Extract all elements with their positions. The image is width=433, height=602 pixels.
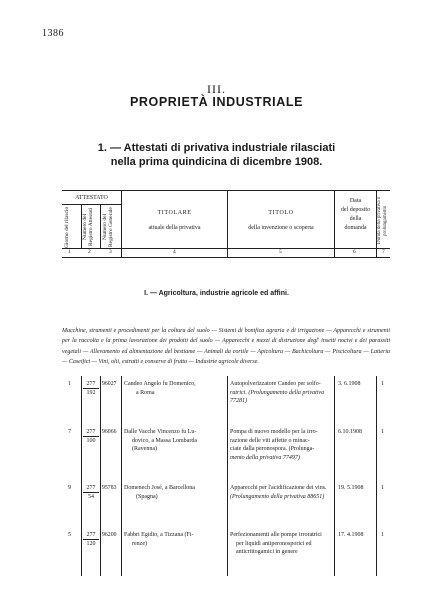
entry-titolo-line: ciate dalla peronospora. (Prolunga- (230, 446, 315, 452)
column-number: 4 (173, 249, 176, 255)
entry-titolo-line: Perfezionamenti alle pompe irroratrici (230, 532, 322, 538)
column-number: 2 (88, 249, 91, 255)
entry-titolo (230, 531, 333, 557)
data-heading-line-2: del deposito (340, 207, 371, 213)
entry-registro-top: 277 (83, 531, 99, 540)
entry-titolo-line: (Prolungamento della privativa 88651) (230, 493, 325, 500)
entry-numero-generale: 95783 (102, 485, 117, 491)
entry-registro-top: 277 (83, 484, 99, 493)
entry-registro-bottom: 120 (86, 541, 96, 547)
entry-titolare-line: renze) (132, 540, 147, 547)
subtitle (0, 141, 433, 169)
category-description: Macchine, strumenti e procedimenti per la coltura del suolo — Sistemi di bonifica agraria e di irrigazione — Apparecchi e strumenti per la raccolta e la prima lavorazione dei prodotti del suolo — Apparecchi e mezzi di distruzione degl' insetti nocivi e dei parassiti vegetali — Allevamento ed alimentazione del bestiame — Animali da cortile — Apicoltura — Bachicoltura — Piscicoltura — Latteria — Caseifici — Vini, olii, estratti e conserve di frutta — Industrie agricole diverse. (62, 328, 390, 366)
attestato-heading: ATTESTATO (75, 195, 108, 201)
numero-generale-heading: Numero del Registro Generale (102, 207, 114, 247)
section-number: III. (207, 82, 226, 96)
entry-titolare (124, 380, 226, 397)
entry-registro-top: 277 (83, 428, 99, 437)
entry-titolo (230, 380, 333, 406)
entry-durata: 1 (381, 429, 384, 435)
entry-titolo-line: 77281) (230, 398, 247, 404)
entry-registro-bottom: 192 (86, 390, 96, 396)
entry-titolo-line: anticrittogamici in genere (236, 549, 298, 555)
entry-titolo-line: Autopolverizzatore Candeo per solfo- (230, 381, 321, 387)
entry-titolare (124, 531, 226, 548)
entries-table (62, 376, 390, 576)
entry-titolo (230, 428, 333, 462)
subtitle-line-2: nella prima quindicina di dicembre 1908. (110, 156, 323, 168)
entry-numero-generale: 96066 (102, 429, 117, 435)
divider (62, 204, 121, 205)
entry-durata: 1 (381, 485, 384, 491)
divider (121, 376, 122, 576)
entry-titolare-line: (Ravenna) (132, 446, 157, 452)
entry-giorno: 5 (68, 532, 71, 538)
category-title: I. — Agricoltura, industrie agricole ed affini. (144, 290, 289, 297)
section-title: PROPRIETÀ INDUSTRIALE (129, 95, 304, 109)
entry-data: 19. 5.1908 (338, 485, 364, 491)
entry-data: 6.10.1908 (338, 429, 362, 435)
data-heading-line-1: Data (349, 198, 362, 204)
titolare-heading: TITOLARE (157, 210, 192, 216)
column-number: 1 (68, 249, 71, 255)
entry-numero-generale: 96027 (102, 381, 117, 387)
entry-titolare-line: Candeo Angelo fu Domenico, (124, 381, 196, 387)
entry-registro-bottom: 54 (88, 494, 94, 500)
column-number: 3 (109, 249, 112, 255)
entry-titolo (230, 484, 333, 501)
entry-data: 17. 4.1908 (338, 532, 364, 538)
column-number: 6 (353, 249, 356, 255)
entry-titolare-line: a Roma (136, 389, 155, 396)
entry-titolare (124, 428, 226, 454)
entry-registro-top: 277 (83, 380, 99, 389)
entry-titolare-line: Domenech José, a Barcellona (124, 485, 195, 491)
entry-data: 3. 6.1908 (338, 381, 361, 387)
column-number: 5 (279, 249, 282, 255)
entry-giorno: 7 (68, 429, 71, 435)
entry-titolo-line: mento della privativa 77497) (230, 454, 300, 461)
entry-durata: 1 (381, 381, 384, 387)
entry-durata: 1 (381, 532, 384, 538)
table-header (62, 190, 390, 258)
entry-titolo-line: Apparecchi per l'acidificazione dei vins. (230, 485, 327, 491)
entry-titolare (124, 484, 226, 501)
titolo-subheading: della invenzione o scoperta (248, 225, 314, 231)
data-heading-line-4: domanda (344, 225, 367, 231)
entry-registro-bottom: 100 (86, 438, 96, 444)
divider (100, 205, 101, 249)
durata-heading: Durata della privativa o prolungamento (377, 196, 388, 245)
data-heading-line-3: della (349, 216, 362, 222)
page-number: 1386 (42, 28, 64, 39)
entry-titolare-line: (Spagna) (136, 493, 158, 500)
entry-titolo-line: Pompa di nuovo modello per la irro- (230, 429, 318, 435)
data-heading (335, 197, 376, 233)
entry-giorno: 9 (68, 485, 71, 491)
entry-numero-generale: 96200 (102, 532, 117, 538)
titolare-subheading: attuale della privativa (148, 225, 201, 231)
divider (376, 376, 377, 576)
entry-titolo-line: per liquidi antiperonosporici ed (236, 540, 312, 547)
subtitle-line-1: 1. — Attestati di privativa industriale rilasciati (97, 142, 336, 154)
column-number: 7 (382, 249, 385, 255)
entry-titolare-line: Dalle Vacche Vincenzo fu Lu- (124, 429, 197, 435)
divider (227, 376, 228, 576)
divider (334, 376, 335, 576)
entry-titolo-line: ratrici. (Prolungamento della privativa (230, 389, 325, 396)
entry-giorno: 1 (68, 381, 71, 387)
giorno-heading: Giorno del rilascio (64, 206, 70, 248)
divider (81, 376, 82, 576)
numero-registro-heading: Numero del Registro Attestati (82, 207, 94, 247)
entry-titolo-line: razione delle viti affette o minac- (230, 437, 310, 444)
divider (100, 376, 101, 576)
entry-titolare-line: dovico, a Massa Lombarda (132, 437, 197, 444)
titolo-heading: TITOLO (268, 210, 294, 216)
entry-titolare-line: Fabbri Egidio, a Tizzana (Fi- (124, 532, 194, 538)
